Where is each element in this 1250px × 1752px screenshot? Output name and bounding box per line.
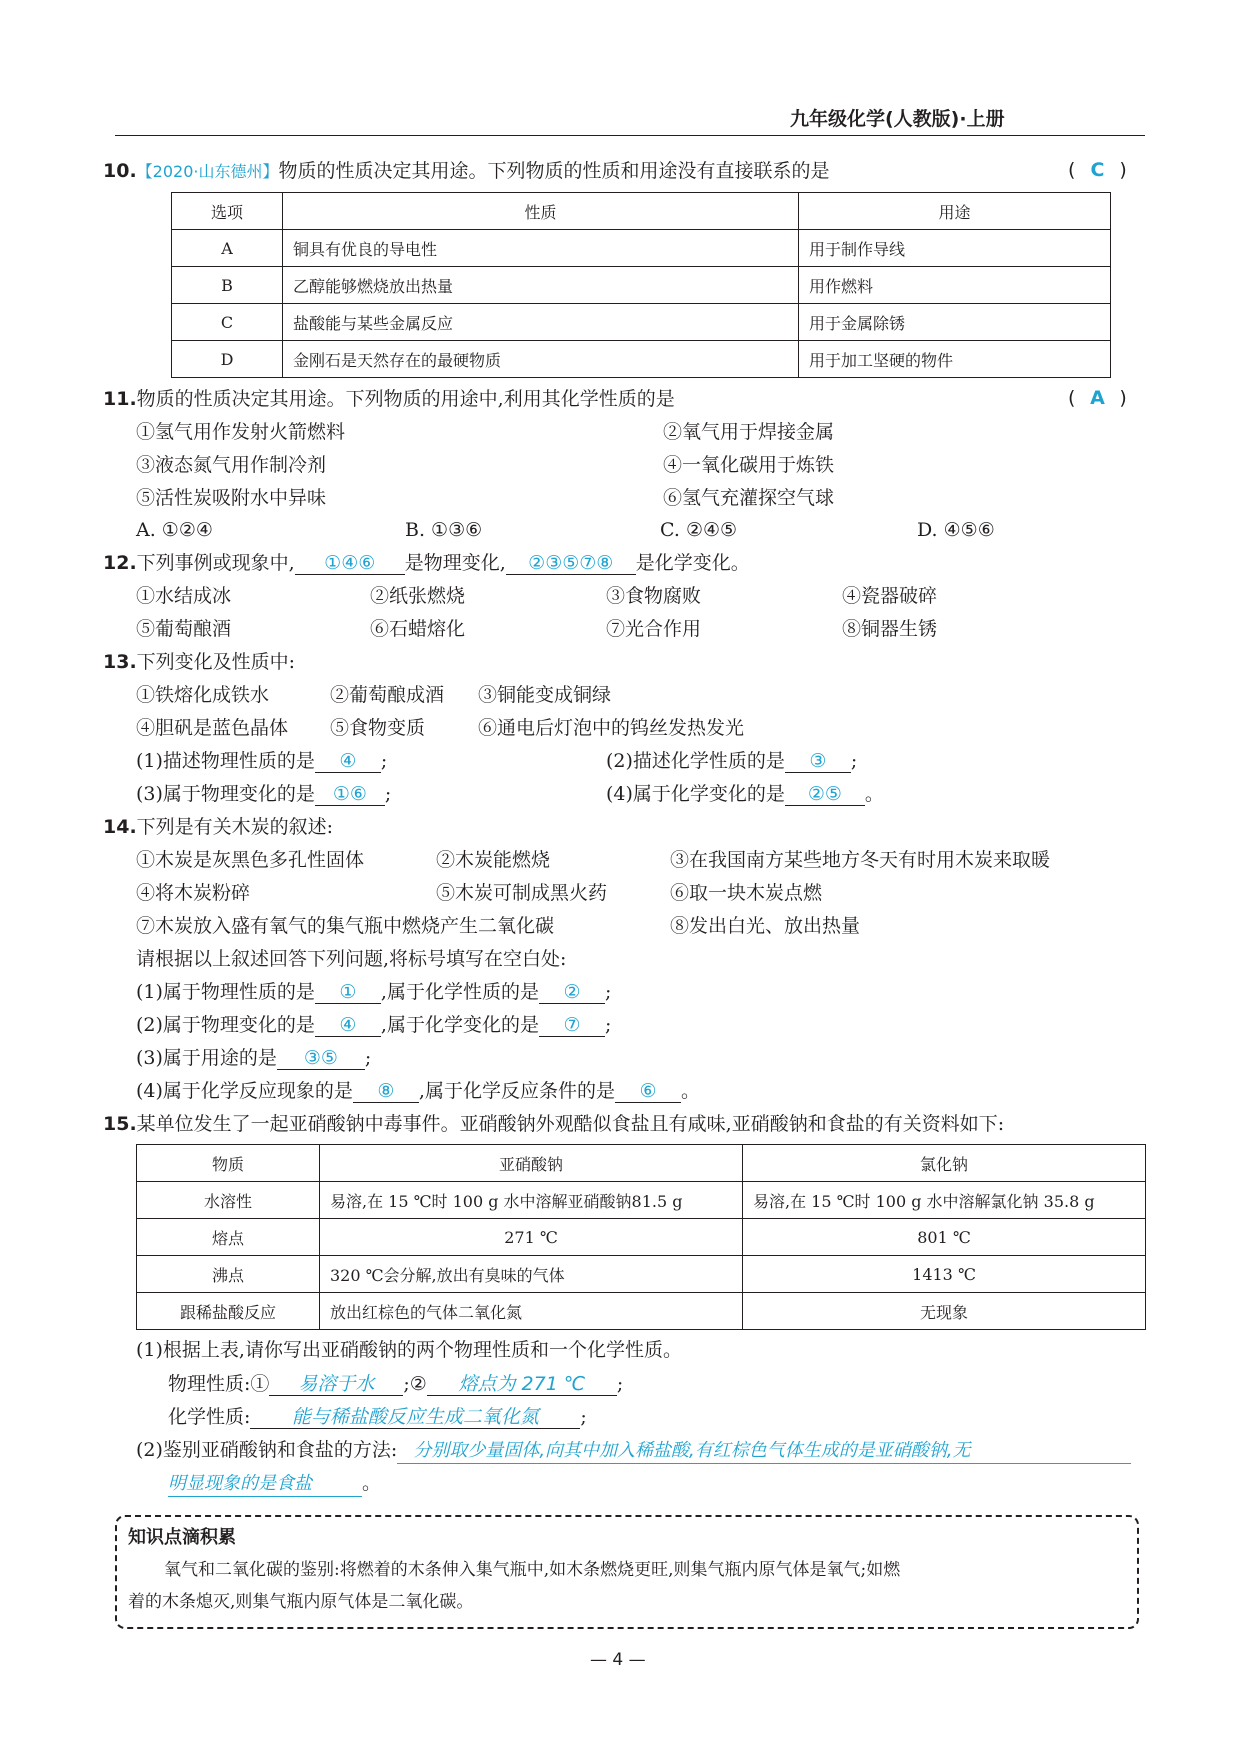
q11-item: ⑤活性炭吸附水中异味 [136,487,327,509]
q13-sub4: (4)属于化学变化的是 ②⑤ 。 [606,783,884,805]
q15-answer-phys2: 熔点为 271 ℃ [427,1373,617,1396]
q14-sub2: (2)属于物理变化的是 ④ ,属于化学变化的是 ⑦ ; [136,1014,612,1036]
table-row [172,304,1111,341]
q14-blank-4b: ⑥ [615,1080,681,1103]
q13-sub1: (1)描述物理性质的是 ④ ; [136,750,388,772]
q13-blank-4: ②⑤ [785,783,865,806]
q13-item: ③铜能变成铜绿 [478,684,612,706]
q15-sub1: (1)根据上表,请你写出亚硝酸钠的两个物理性质和一个化学性质。 [136,1339,682,1361]
table-header-cell: 亚硝酸钠 [320,1145,743,1182]
table-row [172,341,1111,378]
table-cell: 易溶,在 15 ℃时 100 g 水中溶解亚硝酸钠81.5 g [320,1182,743,1219]
q13-blank-2: ③ [785,750,851,773]
knowledge-title: 知识点滴积累 [128,1527,236,1548]
q14-item: ⑥取一块木炭点燃 [670,882,823,904]
q14-blank-4a: ⑧ [353,1080,419,1103]
table-cell: 放出红棕色的气体二氧化氮 [320,1293,743,1330]
table-header-row [137,1145,1146,1182]
header-rule [115,135,1145,136]
table-cell: 801 ℃ [743,1219,1146,1256]
q10-answer: C [1090,159,1105,181]
table-header-cell: 氯化钠 [743,1145,1146,1182]
q15-number: 15. [103,1113,137,1135]
q13-blank-3: ①⑥ [315,783,385,806]
table-cell: 无现象 [743,1293,1146,1330]
table-cell: 1413 ℃ [743,1256,1146,1293]
table-cell: C [172,304,283,341]
table-header-cell: 物质 [137,1145,320,1182]
q14-stem: 下列是有关木炭的叙述: [136,816,334,838]
q10-table [171,192,1111,378]
table-row [137,1256,1146,1293]
q11-answer-paren: ( A ) [1068,387,1127,409]
table-cell: 320 ℃会分解,放出有臭味的气体 [320,1256,743,1293]
q15-stem-line [103,1112,1004,1136]
q12-item: ⑦光合作用 [606,618,702,640]
q12-item: ①水结成冰 [136,585,232,607]
table-cell: A [172,230,283,267]
q14-item: ⑧发出白光、放出热量 [670,915,861,937]
header-title: 九年级化学(人教版)·上册 [790,108,1005,130]
q11-answer: A [1090,387,1105,409]
table-cell: 跟稀盐酸反应 [137,1293,320,1330]
table-cell: 271 ℃ [320,1219,743,1256]
q11-option-c: C. ②④⑤ [660,519,738,541]
q13-stem-line [103,650,295,674]
q12-blank-physical: ①④⑥ [295,552,405,575]
table-cell: 熔点 [137,1219,320,1256]
q11-item: ①氢气用作发射火箭燃料 [136,421,346,443]
q14-blank-1a: ① [315,981,381,1004]
table-cell: 用作燃料 [799,267,1111,304]
table-row [137,1182,1146,1219]
q14-blank-1b: ② [539,981,605,1004]
q14-number: 14. [103,816,137,838]
q15-stem: 某单位发生了一起亚硝酸钠中毒事件。亚硝酸钠外观酷似食盐且有咸味,亚硝酸钠和食盐的有关资料如下: [136,1113,1005,1135]
q10-stem: 物质的性质决定其用途。下列物质的性质和用途没有直接联系的是 [278,160,830,182]
q11-stem-line [103,387,675,411]
table-cell: 用于金属除锈 [799,304,1111,341]
table-cell: 铜具有优良的导电性 [283,230,799,267]
q13-stem: 下列变化及性质中: [136,651,296,673]
q12-blank-chemical: ②③⑤⑦⑧ [506,552,636,575]
q12-item: ⑤葡萄酿酒 [136,618,232,640]
q11-item: ③液态氮气用作制冷剂 [136,454,327,476]
table-cell: 金刚石是天然存在的最硬物质 [283,341,799,378]
q12-item: ⑧铜器生锈 [842,618,938,640]
q13-blank-1: ④ [315,750,381,773]
q15-chemical-property: 化学性质: 能与稀盐酸反应生成二氧化氮 ; [168,1406,587,1428]
q12-item: ④瓷器破碎 [842,585,938,607]
table-header-row [172,193,1111,230]
table-row [137,1293,1146,1330]
table-row [137,1219,1146,1256]
q11-item: ⑥氢气充灌探空气球 [663,487,835,509]
q10-source-tag: 【2020·山东德州】 [136,162,279,181]
q15-answer-phys1: 易溶于水 [269,1373,403,1396]
q14-blank-3: ③⑤ [277,1047,365,1070]
q13-item: ②葡萄酿成酒 [330,684,445,706]
table-cell: 沸点 [137,1256,320,1293]
q10-number: 10. [103,160,137,182]
q14-blank-2b: ⑦ [539,1014,605,1037]
q12-item: ②纸张燃烧 [370,585,466,607]
q11-number: 11. [103,388,137,410]
page-number: — 4 — [590,1650,646,1670]
knowledge-text-line2: 着的木条熄灭,则集气瓶内原气体是二氧化碳。 [128,1592,474,1612]
table-cell: 盐酸能与某些金属反应 [283,304,799,341]
q13-number: 13. [103,651,137,673]
q12-number: 12. [103,552,137,574]
q10-answer-paren: ( C ) [1068,159,1127,181]
q13-item: ④胆矾是蓝色晶体 [136,717,289,739]
q14-sub1: (1)属于物理性质的是 ① ,属于化学性质的是 ② ; [136,981,612,1003]
q14-item: ④将木炭粉碎 [136,882,251,904]
q15-sub2-cont: 明显现象的是食盐 。 [168,1471,381,1497]
q14-item: ③在我国南方某些地方冬天有时用木炭来取暖 [670,849,1051,871]
q14-item: ②木炭能燃烧 [436,849,551,871]
q13-item: ⑥通电后灯泡中的钨丝发热发光 [478,717,745,739]
q15-table [136,1144,1146,1330]
q11-stem: 物质的性质决定其用途。下列物质的用途中,利用其化学性质的是 [136,388,675,410]
q13-item: ⑤食物变质 [330,717,426,739]
table-row [172,230,1111,267]
table-cell: B [172,267,283,304]
table-cell: D [172,341,283,378]
q14-instruction: 请根据以上叙述回答下列问题,将标号填写在空白处: [136,948,567,970]
q14-item: ①木炭是灰黑色多孔性固体 [136,849,365,871]
q11-item: ②氧气用于焊接金属 [663,421,835,443]
table-header-cell: 性质 [283,193,799,230]
q15-sub2: (2)鉴别亚硝酸钠和食盐的方法: 分别取少量固体,向其中加入稀盐酸,有红棕色气体生成的是亚硝酸钠,无 [136,1438,1131,1464]
q15-answer-method-line1: 分别取少量固体,向其中加入稀盐酸,有红棕色气体生成的是亚硝酸钠,无 [397,1439,1131,1464]
table-cell: 易溶,在 15 ℃时 100 g 水中溶解氯化钠 35.8 g [743,1182,1146,1219]
q13-sub3: (3)属于物理变化的是 ①⑥ ; [136,783,392,805]
q12-stem-line: 12.下列事例或现象中, ①④⑥ 是物理变化, ②③⑤⑦⑧ 是化学变化。 [103,552,750,574]
q14-stem-line [103,815,333,839]
table-header-cell: 用途 [799,193,1111,230]
q15-answer-method-line2: 明显现象的是食盐 [168,1472,362,1497]
q10-stem-line [103,159,830,184]
q11-option-b: B. ①③⑥ [405,519,483,541]
table-header-cell: 选项 [172,193,283,230]
q14-sub3: (3)属于用途的是 ③⑤ ; [136,1047,372,1069]
q13-sub2: (2)描述化学性质的是 ③ ; [606,750,858,772]
q15-answer-chem: 能与稀盐酸反应生成二氧化氮 [250,1406,580,1429]
q15-physical-properties: 物理性质:① 易溶于水 ;② 熔点为 271 ℃ ; [168,1373,624,1395]
table-cell: 用于加工坚硬的物件 [799,341,1111,378]
q14-sub4: (4)属于化学反应现象的是 ⑧ ,属于化学反应条件的是 ⑥ 。 [136,1080,700,1102]
table-row [172,267,1111,304]
q13-item: ①铁熔化成铁水 [136,684,270,706]
table-cell: 水溶性 [137,1182,320,1219]
q14-item: ⑦木炭放入盛有氧气的集气瓶中燃烧产生二氧化碳 [136,915,555,937]
q14-item: ⑤木炭可制成黑火药 [436,882,608,904]
q14-blank-2a: ④ [315,1014,381,1037]
q11-option-a: A. ①②④ [136,519,213,541]
table-cell: 用于制作导线 [799,230,1111,267]
q12-item: ⑥石蜡熔化 [370,618,466,640]
q11-item: ④一氧化碳用于炼铁 [663,454,835,476]
table-cell: 乙醇能够燃烧放出热量 [283,267,799,304]
q12-item: ③食物腐败 [606,585,702,607]
q11-option-d: D. ④⑤⑥ [917,519,995,541]
knowledge-text-line1: 氧气和二氧化碳的鉴别:将燃着的木条伸入集气瓶中,如木条燃烧更旺,则集气瓶内原气体是氧气;如燃 [164,1560,901,1580]
